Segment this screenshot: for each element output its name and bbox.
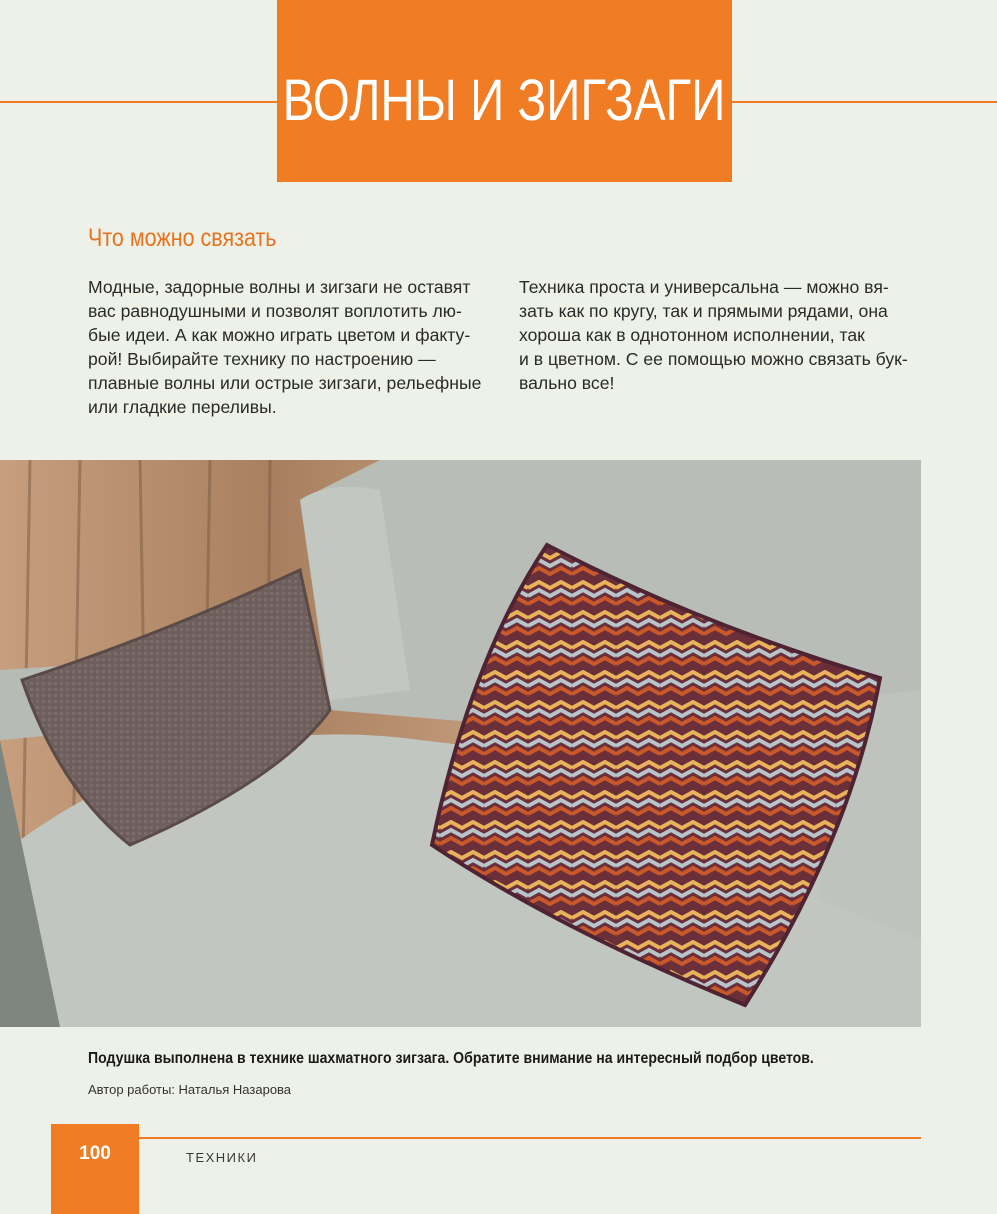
photo-caption: Подушка выполнена в технике шахматного зигзага. Обратите внимание на интересный подбор цветов. bbox=[88, 1050, 814, 1067]
page-number-tab bbox=[51, 1124, 139, 1214]
body-line: зать как по кругу, так и прямыми рядами, она bbox=[519, 301, 888, 321]
footer-section-label: ТЕХНИКИ bbox=[186, 1150, 258, 1165]
body-line: вас равнодушными и позволят воплотить лю- bbox=[88, 301, 462, 321]
body-column-2 bbox=[519, 275, 939, 395]
body-line: хороша как в однотонном исполнении, так bbox=[519, 325, 865, 345]
body-column-1 bbox=[88, 275, 508, 419]
section-subheading: Что можно связать bbox=[88, 224, 277, 252]
page-number: 100 bbox=[79, 1143, 111, 1164]
body-line: Модные, задорные волны и зигзаги не оставят bbox=[88, 277, 471, 297]
title-banner bbox=[277, 0, 732, 182]
photo-author: Автор работы: Наталья Назарова bbox=[88, 1082, 292, 1097]
body-line: или гладкие переливы. bbox=[88, 397, 277, 417]
page-title: ВОЛНЫ И ЗИГЗАГИ bbox=[283, 67, 726, 133]
header-rule-left bbox=[0, 101, 277, 103]
footer-rule bbox=[139, 1137, 921, 1139]
pillow-photo bbox=[0, 460, 921, 1027]
body-line: Техника проста и универсальна — можно вя- bbox=[519, 277, 889, 297]
body-line: бые идеи. А как можно играть цветом и факту- bbox=[88, 325, 471, 345]
header-rule-right bbox=[732, 101, 997, 103]
body-line: плавные волны или острые зигзаги, рельефные bbox=[88, 373, 482, 393]
body-line: рой! Выбирайте технику по настроению — bbox=[88, 349, 436, 369]
body-line: и в цветном. С ее помощью можно связать бук- bbox=[519, 349, 908, 369]
body-line: вально все! bbox=[519, 373, 615, 393]
